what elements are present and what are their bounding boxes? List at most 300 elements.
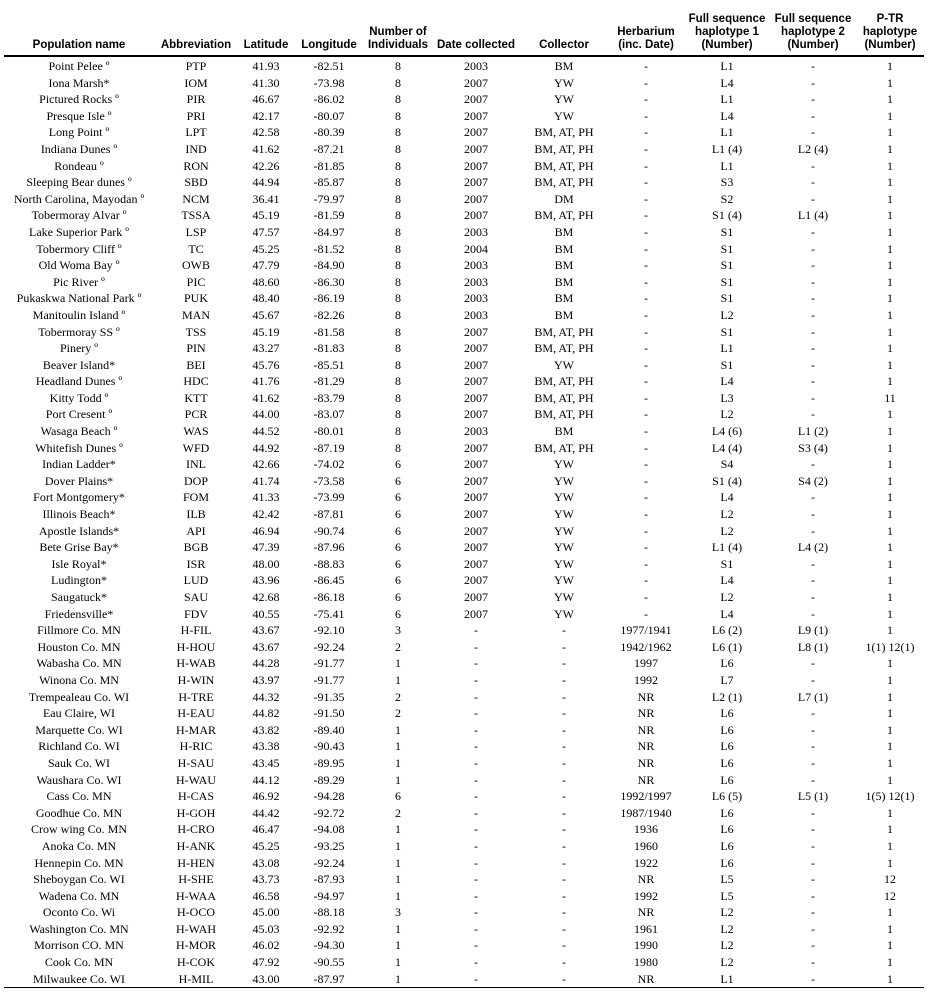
haplotype-2-cell: - (811, 274, 815, 289)
herbarium-cell: - (644, 357, 648, 372)
collector-cell: YW (554, 523, 574, 538)
population-name-cell: Waushara Co. WI (36, 772, 122, 787)
latitude-cell: 44.94 (252, 175, 280, 190)
haplotype-1-cell: L4 (6) (711, 424, 743, 439)
date-collected-cell: 2007 (464, 191, 488, 206)
date-collected-cell: 2004 (464, 241, 488, 256)
population-name-cell: Richland Co. WI (38, 739, 120, 754)
date-collected-cell: 2007 (464, 158, 488, 173)
latitude-cell: 45.67 (252, 307, 280, 322)
population-name-cell: Pictured Rocks º (39, 92, 119, 107)
herbarium-cell: 1992 (634, 672, 658, 687)
individuals-cell: 8 (395, 75, 401, 90)
collector-cell: BM (554, 424, 574, 439)
haplotype-1-cell: L5 (720, 888, 734, 903)
longitude-cell: -87.96 (313, 540, 345, 555)
abbreviation-cell: H-TRE (178, 689, 214, 704)
haplotype-1-cell: L6 (720, 838, 734, 853)
date-collected-cell: 2007 (464, 75, 488, 90)
haplotype-2-cell: L5 (1) (797, 789, 829, 804)
ptr-haplotype-cell: 1 (887, 938, 893, 953)
abbreviation-cell: H-GOH (176, 805, 216, 820)
latitude-cell: 46.47 (252, 822, 280, 837)
ptr-haplotype-cell: 1(5) 12(1) (865, 789, 915, 804)
abbreviation-cell: FDV (183, 606, 208, 621)
population-name-cell: Oconto Co. Wi (42, 905, 116, 920)
longitude-cell: -86.19 (313, 291, 345, 306)
longitude-cell: -89.40 (313, 722, 345, 737)
haplotype-1-cell: L1 (4) (711, 540, 743, 555)
abbreviation-cell: H-RIC (179, 739, 213, 754)
latitude-cell: 42.26 (252, 158, 280, 173)
ptr-haplotype-cell: 1 (887, 855, 893, 870)
population-name-cell: Fort Montgomery* (33, 490, 125, 505)
herbarium-cell: - (644, 507, 648, 522)
herbarium-cell: - (644, 324, 648, 339)
table-row (4, 340, 924, 357)
date-collected-cell: 2007 (464, 125, 488, 140)
collector-cell: - (562, 639, 566, 654)
abbreviation-cell: PCR (184, 407, 208, 422)
individuals-cell: 6 (395, 507, 401, 522)
table-row (4, 705, 924, 722)
haplotype-2-cell: - (811, 324, 815, 339)
latitude-cell: 44.52 (252, 424, 280, 439)
collector-cell: YW (554, 573, 574, 588)
herbarium-cell: - (644, 258, 648, 273)
longitude-cell: -81.85 (313, 158, 345, 173)
population-name-cell: Fillmore Co. MN (37, 623, 121, 638)
longitude-cell: -84.97 (313, 224, 345, 239)
abbreviation-cell: H-CAS (177, 789, 214, 804)
latitude-cell: 44.92 (252, 440, 280, 455)
longitude-cell: -81.29 (313, 374, 345, 389)
herbarium-cell: - (644, 108, 648, 123)
longitude-cell: -94.08 (313, 822, 345, 837)
haplotype-2-cell: - (811, 905, 815, 920)
date-collected-cell: 2007 (464, 390, 488, 405)
date-collected-cell: 2007 (464, 357, 488, 372)
herbarium-cell: - (644, 125, 648, 140)
ptr-haplotype-cell: 12 (884, 888, 896, 903)
haplotype-2-cell: L1 (4) (797, 208, 829, 223)
population-name-cell: Pinery º (59, 341, 99, 356)
haplotype-2-cell: - (811, 938, 815, 953)
latitude-cell: 43.73 (252, 872, 280, 887)
abbreviation-cell: PTP (185, 59, 207, 73)
table-row (4, 755, 924, 772)
haplotype-2-cell: - (770, 971, 856, 988)
population-name-cell: Beaver Island* (42, 357, 116, 372)
ptr-haplotype-cell: 1 (887, 258, 893, 273)
ptr-haplotype-cell: 1 (887, 739, 893, 754)
abbreviation-cell: LUD (183, 573, 209, 588)
individuals-cell: 6 (395, 473, 401, 488)
ptr-haplotype-cell: 1 (887, 208, 893, 223)
latitude-cell: 47.92 (252, 955, 280, 970)
date-collected-cell: 2007 (464, 108, 488, 123)
individuals-cell: 2 (395, 689, 401, 704)
population-name-cell: Pukaskwa National Park º (16, 291, 142, 306)
longitude-cell: -73.99 (313, 490, 345, 505)
abbreviation-cell: WFD (182, 440, 210, 455)
collector-cell: YW (554, 490, 574, 505)
individuals-cell: 8 (395, 374, 401, 389)
table-row (4, 921, 924, 938)
table-row (4, 158, 924, 175)
haplotype-1-cell: S3 (720, 175, 734, 190)
population-name-cell: Headland Dunes º (35, 374, 123, 389)
date-collected-cell: 2003 (464, 59, 488, 73)
longitude-cell: -91.77 (313, 656, 345, 671)
herbarium-cell: 1990 (634, 938, 658, 953)
abbreviation-cell: TC (188, 241, 204, 256)
collector-cell: BM, AT, PH (534, 208, 594, 223)
table-row (4, 75, 924, 92)
collector-cell: - (562, 623, 566, 638)
longitude-cell: -80.01 (313, 424, 345, 439)
individuals-cell: 6 (395, 556, 401, 571)
haplotype-1-cell: S1 (720, 241, 734, 256)
longitude-cell: -86.02 (313, 92, 345, 107)
individuals-cell: 1 (395, 739, 401, 754)
haplotype-1-cell: L6 (720, 739, 734, 754)
date-collected-cell: - (474, 855, 478, 870)
collector-cell: - (562, 772, 566, 787)
haplotype-2-cell: L9 (1) (797, 623, 829, 638)
abbreviation-cell: H-ANK (176, 838, 216, 853)
population-name-cell: Long Point º (48, 125, 110, 140)
latitude-header: Latitude (238, 12, 294, 56)
herbarium-cell: - (644, 540, 648, 555)
latitude-cell: 45.03 (252, 921, 280, 936)
table-row (4, 307, 924, 324)
individuals-cell: 8 (395, 141, 401, 156)
haplotype-1-cell: S1 (720, 324, 734, 339)
haplotype-1-cell: L6 (720, 706, 734, 721)
ptr-haplotype-cell: 1 (887, 656, 893, 671)
longitude-cell: -91.77 (313, 672, 345, 687)
haplotype-2-cell: - (811, 374, 815, 389)
table-row (4, 473, 924, 490)
ptr-haplotype-cell: 1 (887, 59, 893, 73)
population-name-header: Population name (4, 12, 154, 56)
collector-cell: - (562, 656, 566, 671)
individuals-cell: 8 (395, 307, 401, 322)
haplotype-2-cell: - (811, 855, 815, 870)
abbreviation-cell: RON (183, 158, 209, 173)
individuals-cell: 8 (395, 324, 401, 339)
collector-cell: YW (554, 75, 574, 90)
longitude-cell: -92.24 (313, 855, 345, 870)
latitude-cell: 41.62 (252, 390, 280, 405)
herbarium-header: Herbarium (inc. Date) (608, 12, 684, 56)
collector-cell: - (562, 888, 566, 903)
abbreviation-cell: INL (186, 457, 206, 472)
ptr-haplotype-cell: 1 (887, 822, 893, 837)
herbarium-cell: 1992 (634, 888, 658, 903)
latitude-cell: 41.76 (252, 374, 280, 389)
haplotype-2-cell: - (811, 656, 815, 671)
herbarium-cell: 1977/1941 (620, 623, 672, 638)
haplotype-2-cell: - (811, 457, 815, 472)
abbreviation-cell: H-WAA (176, 888, 216, 903)
haplotype-2-cell: L1 (2) (797, 424, 829, 439)
ptr-haplotype-cell: 1 (887, 805, 893, 820)
haplotype-2-cell: - (811, 606, 815, 621)
table-row (4, 456, 924, 473)
haplotype-2-cell: - (811, 822, 815, 837)
longitude-cell: -92.10 (313, 623, 345, 638)
haplotype-1-cell: L4 (720, 75, 734, 90)
population-name-cell: Port Cresent º (45, 407, 113, 422)
population-name-cell: Isle Royal* (51, 556, 107, 571)
haplotype-1-cell: S1 (720, 258, 734, 273)
longitude-cell: -87.19 (313, 440, 345, 455)
longitude-cell: -90.74 (313, 523, 345, 538)
ptr-haplotype-cell: 1 (887, 473, 893, 488)
haplotype-1-cell: L7 (720, 672, 734, 687)
ptr-haplotype-cell: 1 (887, 341, 893, 356)
collector-cell: - (562, 838, 566, 853)
haplotype-2-cell: - (811, 573, 815, 588)
ptr-haplotype-cell: 1 (887, 108, 893, 123)
haplotype-2-cell: - (811, 390, 815, 405)
abbreviation-cell: H-SAU (177, 755, 215, 770)
haplotype-1-cell: L3 (720, 390, 734, 405)
haplotype-1-cell: L2 (720, 921, 734, 936)
population-name-cell: Bete Grise Bay* (39, 540, 119, 555)
population-name-cell: Whitefish Dunes º (35, 440, 123, 455)
herbarium-cell: 1980 (634, 955, 658, 970)
ptr-haplotype-cell: 1 (887, 424, 893, 439)
longitude-cell: -75.41 (313, 606, 345, 621)
haplotype-1-cell: L2 (720, 938, 734, 953)
table-row (4, 539, 924, 556)
latitude-cell: 36.41 (252, 191, 280, 206)
latitude-cell: 43.00 (238, 971, 294, 988)
population-name-cell: Friedensville* (44, 606, 114, 621)
latitude-cell: 47.39 (252, 540, 280, 555)
haplotype-1-cell: L6 (1) (711, 639, 743, 654)
date-collected-cell: 2007 (464, 457, 488, 472)
herbarium-cell: - (644, 224, 648, 239)
abbreviation-cell: H-MAR (175, 722, 216, 737)
latitude-cell: 45.19 (252, 208, 280, 223)
individuals-cell: 6 (395, 490, 401, 505)
collector-cell: - (562, 872, 566, 887)
abbreviation-cell: H-WAU (176, 772, 216, 787)
date-collected-cell: 2003 (464, 291, 488, 306)
latitude-cell: 44.12 (252, 772, 280, 787)
ptr-haplotype-cell: 1 (887, 905, 893, 920)
haplotype-2-cell: - (811, 739, 815, 754)
longitude-cell: -81.59 (313, 208, 345, 223)
date-collected-cell: 2007 (464, 175, 488, 190)
abbreviation-cell: BEI (186, 357, 206, 372)
population-name-cell: Pic River º (53, 274, 105, 289)
date-collected-cell: 2007 (464, 440, 488, 455)
ptr-haplotype-cell: 1 (887, 307, 893, 322)
date-collected-cell: - (474, 955, 478, 970)
population-name-cell: Goodhue Co. MN (35, 805, 123, 820)
date-collected-cell: 2003 (464, 224, 488, 239)
individuals-cell: 8 (395, 440, 401, 455)
herbarium-cell: NR (637, 739, 655, 754)
haplotype-2-cell: - (811, 888, 815, 903)
haplotype-1-cell: S1 (4) (712, 473, 742, 488)
haplotype-2-cell: - (811, 307, 815, 322)
haplotype-1-cell: L6 (720, 822, 734, 837)
table-row (4, 390, 924, 407)
collector-cell: BM (554, 307, 574, 322)
abbreviation-cell: H-HOU (176, 639, 216, 654)
latitude-cell: 48.60 (252, 274, 280, 289)
longitude-cell: -80.07 (313, 108, 345, 123)
abbreviation-header: Abbreviation (154, 12, 238, 56)
collector-cell: - (562, 905, 566, 920)
collector-cell: YW (554, 108, 574, 123)
population-name-cell: Lake Superior Park º (28, 224, 130, 239)
date-collected-cell: - (474, 689, 478, 704)
longitude-cell: -87.97 (294, 971, 364, 988)
collector-cell: YW (554, 457, 574, 472)
haplotype-2-cell: - (811, 291, 815, 306)
ptr-haplotype-cell: 1 (887, 75, 893, 90)
collector-cell: YW (554, 606, 574, 621)
ptr-haplotype-cell: 1 (887, 623, 893, 638)
herbarium-cell: - (644, 291, 648, 306)
individuals-cell: 8 (395, 341, 401, 356)
date-collected-cell: - (474, 755, 478, 770)
ptr-haplotype-cell: 1 (887, 241, 893, 256)
herbarium-cell: - (644, 241, 648, 256)
population-name-cell: North Carolina, Mayodan º (13, 191, 145, 206)
latitude-cell: 45.25 (252, 838, 280, 853)
individuals-cell: 1 (395, 955, 401, 970)
population-name-cell: Tobermory Cliff º (36, 241, 122, 256)
collector-cell: BM, AT, PH (534, 158, 594, 173)
haplotype-2-cell: - (811, 125, 815, 140)
collector-cell: BM (554, 224, 574, 239)
date-collected-cell: 2007 (464, 540, 488, 555)
longitude-cell: -85.51 (313, 357, 345, 372)
haplotype-1-cell: S1 (4) (712, 208, 742, 223)
table-row (4, 639, 924, 656)
individuals-cell: 1 (395, 755, 401, 770)
haplotype-1-cell: L6 (720, 722, 734, 737)
ptr-haplotype-cell: 1 (887, 507, 893, 522)
individuals-cell: 2 (395, 706, 401, 721)
abbreviation-cell: HDC (183, 374, 209, 389)
longitude-cell: -92.24 (313, 639, 345, 654)
herbarium-cell: - (644, 307, 648, 322)
longitude-cell: -82.26 (313, 307, 345, 322)
date-collected-cell: - (474, 905, 478, 920)
population-name-cell: Wasaga Beach º (40, 424, 118, 439)
table-row (4, 108, 924, 125)
individuals-cell: 6 (395, 540, 401, 555)
table-row (4, 672, 924, 689)
table-row (4, 904, 924, 921)
table-row (4, 689, 924, 706)
abbreviation-cell: PIR (186, 92, 206, 107)
herbarium-cell: - (644, 59, 648, 73)
individuals-cell: 1 (395, 921, 401, 936)
individuals-cell: 8 (395, 274, 401, 289)
individuals-cell: 1 (395, 772, 401, 787)
collector-cell: BM, AT, PH (534, 390, 594, 405)
latitude-cell: 47.79 (252, 258, 280, 273)
haplotype-2-cell: - (811, 191, 815, 206)
individuals-cell: 8 (395, 59, 401, 73)
haplotype-2-cell: - (811, 921, 815, 936)
haplotype-2-header: Full sequence haplotype 2 (Number) (770, 12, 856, 56)
table-row (4, 174, 924, 191)
table-row (4, 655, 924, 672)
individuals-cell: 1 (395, 672, 401, 687)
population-name-cell: Kitty Todd º (49, 390, 109, 405)
haplotype-2-cell: - (811, 490, 815, 505)
longitude-cell: -93.25 (313, 838, 345, 853)
haplotype-1-cell: S1 (720, 357, 734, 372)
collector-cell: BM (554, 291, 574, 306)
latitude-cell: 41.33 (252, 490, 280, 505)
individuals-cell: 6 (395, 573, 401, 588)
table-row (4, 423, 924, 440)
individuals-cell: 8 (395, 291, 401, 306)
haplotype-1-cell: L2 (720, 523, 734, 538)
individuals-cell: 6 (395, 789, 401, 804)
abbreviation-cell: ISR (186, 556, 206, 571)
individuals-cell: 8 (395, 92, 401, 107)
latitude-cell: 45.76 (252, 357, 280, 372)
haplotype-2-cell: S4 (2) (798, 473, 828, 488)
haplotype-2-cell: - (811, 805, 815, 820)
collector-cell: - (562, 755, 566, 770)
table-row (4, 489, 924, 506)
abbreviation-cell: API (186, 523, 206, 538)
individuals-cell: 8 (395, 224, 401, 239)
date-collected-cell: - (474, 838, 478, 853)
table-row (4, 821, 924, 838)
haplotype-2-cell: - (811, 955, 815, 970)
haplotype-1-cell: L2 (720, 307, 734, 322)
population-name-cell: Rondeau º (54, 158, 104, 173)
haplotype-2-cell: - (811, 590, 815, 604)
ptr-haplotype-cell: 1 (887, 175, 893, 190)
latitude-cell: 48.40 (252, 291, 280, 306)
collector-cell: BM, AT, PH (534, 374, 594, 389)
herbarium-cell: 1922 (634, 855, 658, 870)
haplotype-1-cell: L2 (720, 955, 734, 970)
haplotype-1-cell: L5 (720, 872, 734, 887)
herbarium-cell: 1997 (634, 656, 658, 671)
table-row (4, 556, 924, 573)
haplotype-1-cell: L2 (720, 407, 734, 422)
date-collected-cell: 2007 (464, 374, 488, 389)
haplotype-2-cell: - (811, 755, 815, 770)
ptr-haplotype-cell: 1 (887, 672, 893, 687)
population-name-cell: Wadena Co. MN (38, 888, 120, 903)
abbreviation-cell: H-WAH (176, 921, 216, 936)
latitude-cell: 46.02 (252, 938, 280, 953)
latitude-cell: 44.42 (252, 805, 280, 820)
latitude-cell: 46.67 (252, 92, 280, 107)
individuals-cell: 1 (395, 656, 401, 671)
abbreviation-cell: WAS (183, 424, 209, 439)
population-name-cell: Apostle Islands* (38, 523, 120, 538)
